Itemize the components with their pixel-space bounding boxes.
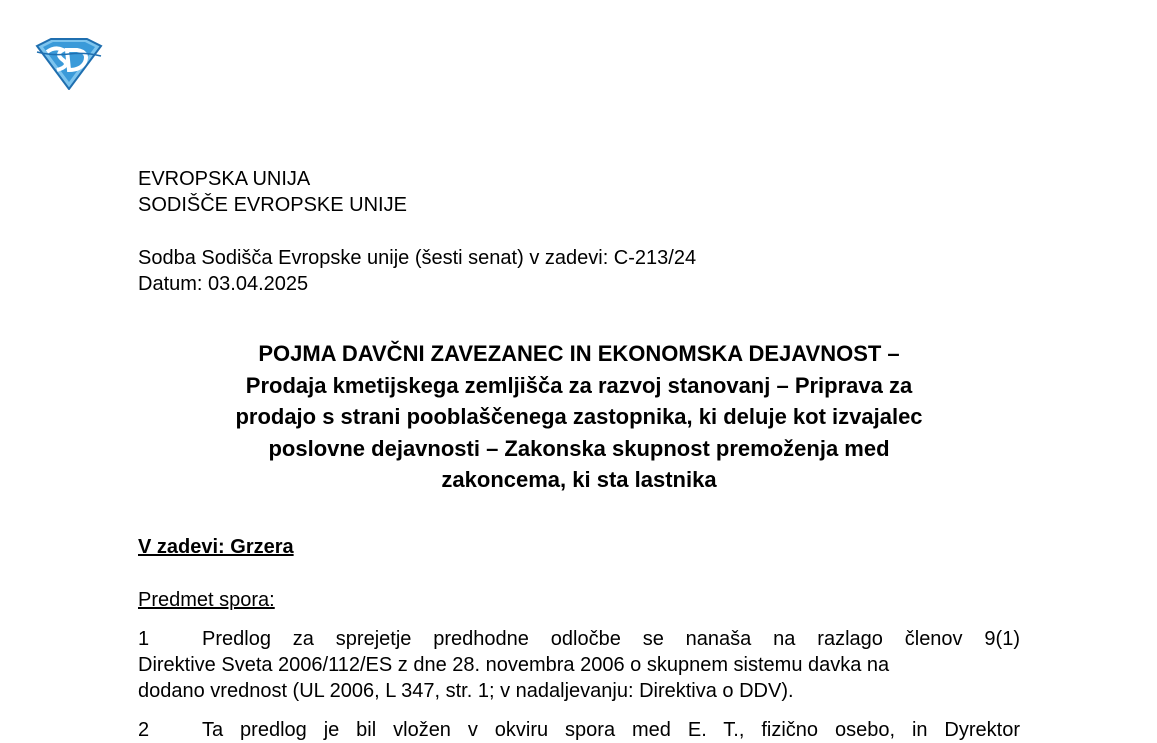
title-line: POJMA DAVČNI ZAVEZANEC IN EKONOMSKA DEJAVNOST – (258, 341, 900, 366)
subject-heading: Predmet spora: (138, 589, 275, 611)
paragraph-first-line: Ta predlog je bil vložen v okviru spora med E. T., fizično osebo, in Dyrektor (202, 719, 1020, 741)
case-reference: Sodba Sodišča Evropske unije (šesti senat) v zadevi: C-213/24 (138, 247, 697, 269)
paragraph-1 (138, 626, 1020, 704)
title-line: zakoncema, ki sta lastnika (441, 467, 717, 492)
court-line-1: EVROPSKA UNIJA (138, 168, 311, 190)
judgment-title (138, 338, 1020, 496)
party-heading: V zadevi: Grzera (138, 536, 294, 558)
case-date: Datum: 03.04.2025 (138, 273, 309, 295)
court-header (138, 166, 407, 218)
paragraph-line: dodano vrednost (UL 2006, L 347, str. 1; v nadaljevanju: Direktiva o DDV). (138, 680, 794, 702)
court-line-2: SODIŠČE EVROPSKE UNIJE (138, 194, 407, 216)
paragraph-number: 2 (138, 719, 150, 741)
paragraph-first-line: Predlog za sprejetje predhodne odločbe se nanaša na razlago členov 9(1) (202, 628, 1020, 650)
case-info (138, 245, 696, 297)
paragraph-number: 1 (138, 628, 150, 650)
title-line: poslovne dejavnosti – Zakonska skupnost premoženja med (268, 435, 890, 461)
title-line: Prodaja kmetijskega zemljišča za razvoj stanovanj – Priprava za (245, 372, 913, 398)
paragraph-line: Direktive Sveta 2006/112/ES z dne 28. novembra 2006 o skupnem sistemu davka na (138, 654, 890, 676)
paragraph-2 (138, 717, 1020, 743)
court-diamond-logo-icon (33, 38, 105, 90)
title-line: prodajo s strani pooblaščenega zastopnika, ki deluje kot izvajalec (235, 404, 923, 429)
